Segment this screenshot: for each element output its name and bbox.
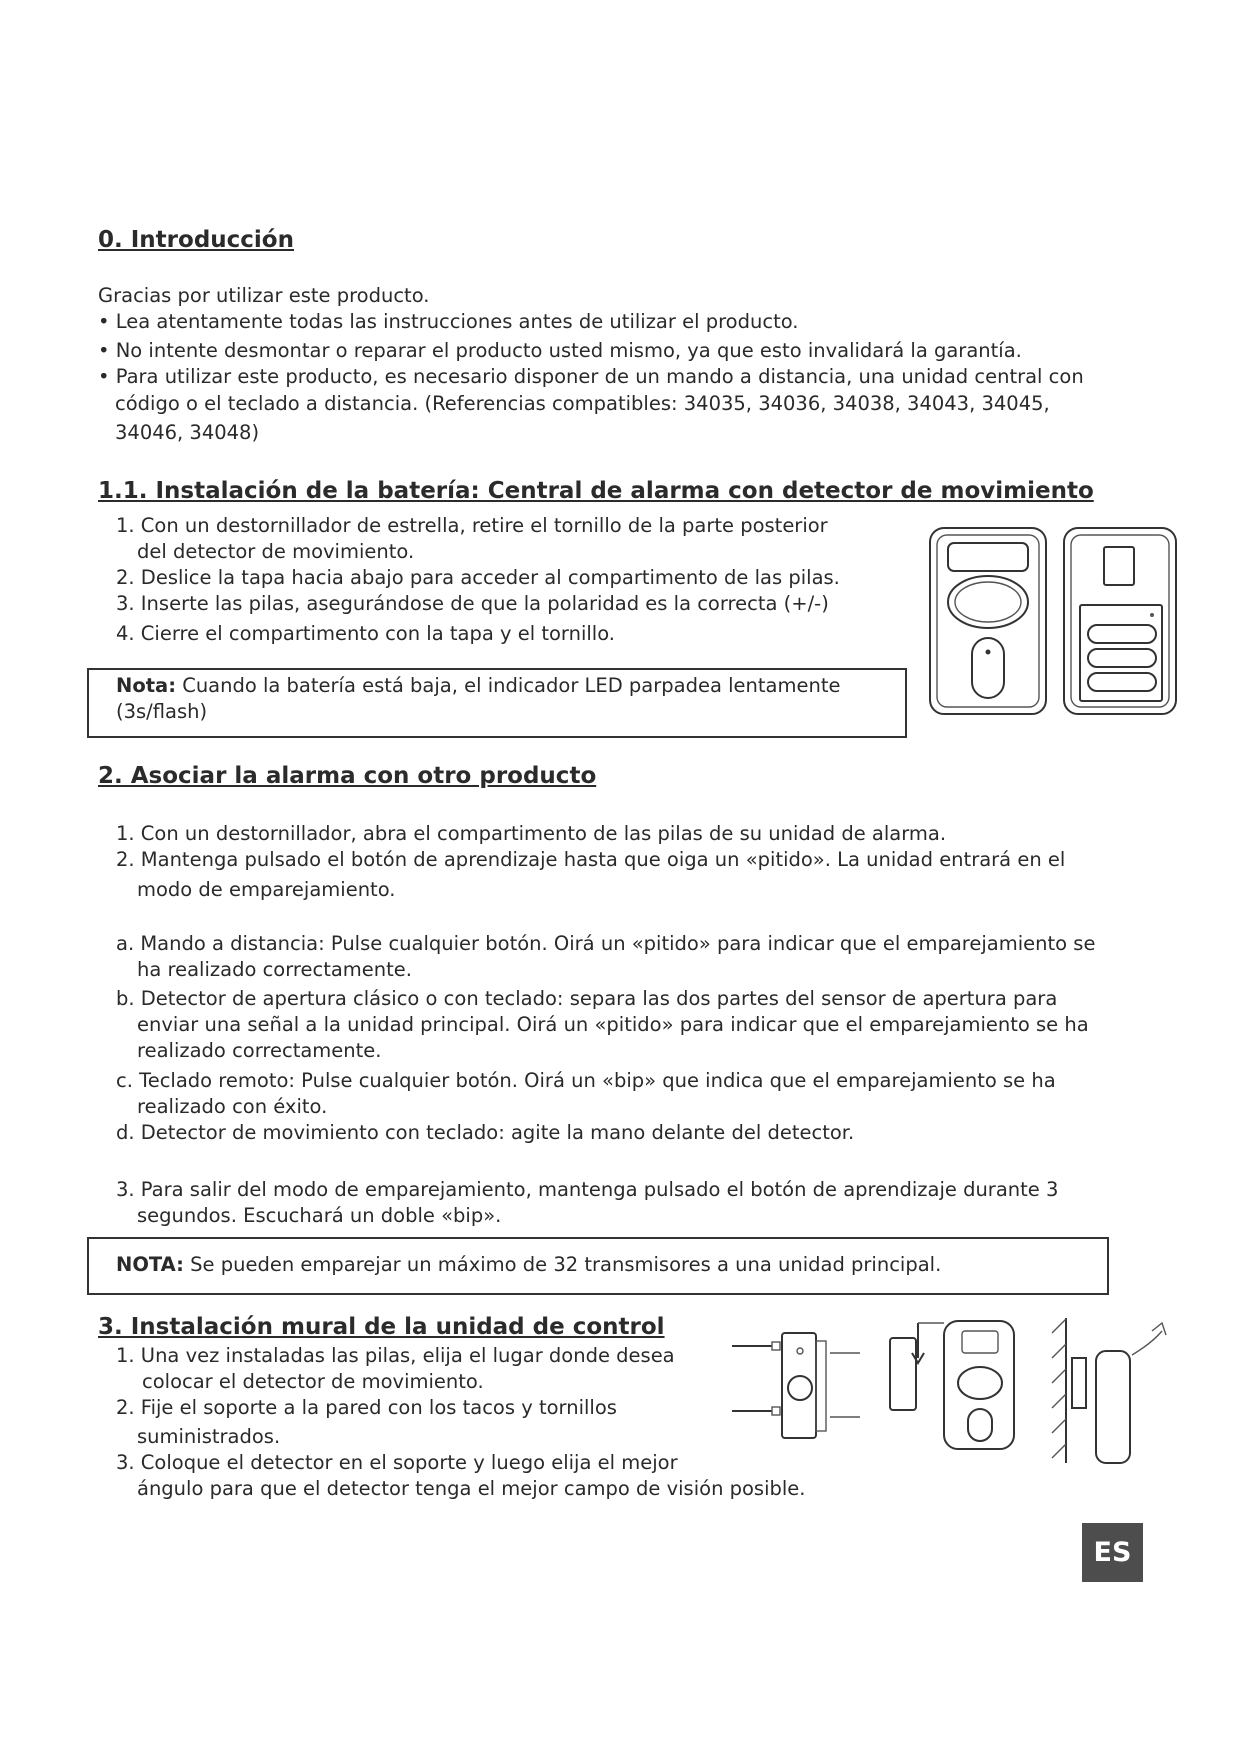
mount-step-cont: colocar el detector de movimiento. [142,1370,484,1393]
pairing-option: c. Teclado remoto: Pulse cualquier botón. Oirá un «bip» que indica que el emparejamiento se ha [116,1069,1056,1092]
section-3-title: 3. Instalación mural de la unidad de control [98,1314,665,1340]
pairing-option-cont: realizado correctamente. [137,1039,382,1062]
pairing-note-box [87,1237,1109,1295]
pairing-option-cont: ha realizado correctamente. [137,958,412,981]
pairing-option: d. Detector de movimiento con teclado: agite la mano delante del detector. [116,1121,855,1144]
note-label: NOTA: [116,1253,184,1276]
intro-bullet: • Lea atentamente todas las instrucciones antes de utilizar el producto. [98,310,799,333]
language-badge: ES [1082,1523,1143,1582]
battery-note-box [87,668,907,738]
pairing-step: 1. Con un destornillador, abra el compartimento de las pilas de su unidad de alarma. [116,822,947,845]
note-label: Nota: [116,674,176,697]
battery-step: 4. Cierre el compartimento con la tapa y el tornillo. [116,622,615,645]
note-text-cont: (3s/flash) [116,700,208,723]
pairing-option-cont: realizado con éxito. [137,1095,328,1118]
mount-step-cont: ángulo para que el detector tenga el mejor campo de visión posible. [137,1477,806,1500]
section-2-title: 2. Asociar la alarma con otro producto [98,763,597,789]
battery-step: 3. Inserte las pilas, asegurándose de que la polaridad es la correcta (+/-) [116,592,829,615]
pairing-option: b. Detector de apertura clásico o con teclado: separa las dos partes del sensor de apertura para [116,987,1058,1010]
mount-step-cont: suministrados. [137,1425,281,1448]
section-1-1-title: 1.1. Instalación de la batería: Central de alarma con detector de movimiento [98,478,1094,504]
pairing-step: 3. Para salir del modo de emparejamiento, mantenga pulsado el botón de aprendizaje durante 3 [116,1178,1059,1201]
intro-bullet: • Para utilizar este producto, es necesario disponer de un mando a distancia, una unidad central con [98,365,1084,388]
mount-step: 2. Fije el soporte a la pared con los tacos y tornillos [116,1396,617,1419]
intro-line: Gracias por utilizar este producto. [98,284,430,307]
intro-bullet: • No intente desmontar o reparar el producto usted mismo, ya que esto invalidará la garantía. [98,339,1022,362]
section-0-title: 0. Introducción [98,227,294,253]
wall-mount-illustration [712,1313,1182,1473]
battery-step: 1. Con un destornillador de estrella, retire el tornillo de la parte posterior [116,514,828,537]
battery-step: 2. Deslice la tapa hacia abajo para acceder al compartimento de las pilas. [116,566,840,589]
battery-step-cont: del detector de movimiento. [137,540,415,563]
note-text: Cuando la batería está baja, el indicador LED parpadea lentamente [176,674,841,697]
pairing-step-cont: modo de emparejamiento. [137,878,396,901]
pairing-option: a. Mando a distancia: Pulse cualquier botón. Oirá un «pitido» para indicar que el emparejamiento se [116,932,1096,955]
note-text: Se pueden emparejar un máximo de 32 transmisores a una unidad principal. [183,1253,942,1276]
detector-battery-illustration [928,525,1178,720]
pairing-step-cont: segundos. Escuchará un doble «bip». [137,1204,502,1227]
mount-step: 3. Coloque el detector en el soporte y luego elija el mejor [116,1451,678,1474]
intro-bullet-cont: 34046, 34048) [115,421,260,444]
intro-bullet-cont: código o el teclado a distancia. (Referencias compatibles: 34035, 34036, 34038, 34043, 34045, [115,392,1050,415]
pairing-step: 2. Mantenga pulsado el botón de aprendizaje hasta que oiga un «pitido». La unidad entrará en el [116,848,1066,871]
mount-step: 1. Una vez instaladas las pilas, elija el lugar donde desea [116,1344,675,1367]
pairing-option-cont: enviar una señal a la unidad principal. Oirá un «pitido» para indicar que el emparejamiento se ha [137,1013,1089,1036]
